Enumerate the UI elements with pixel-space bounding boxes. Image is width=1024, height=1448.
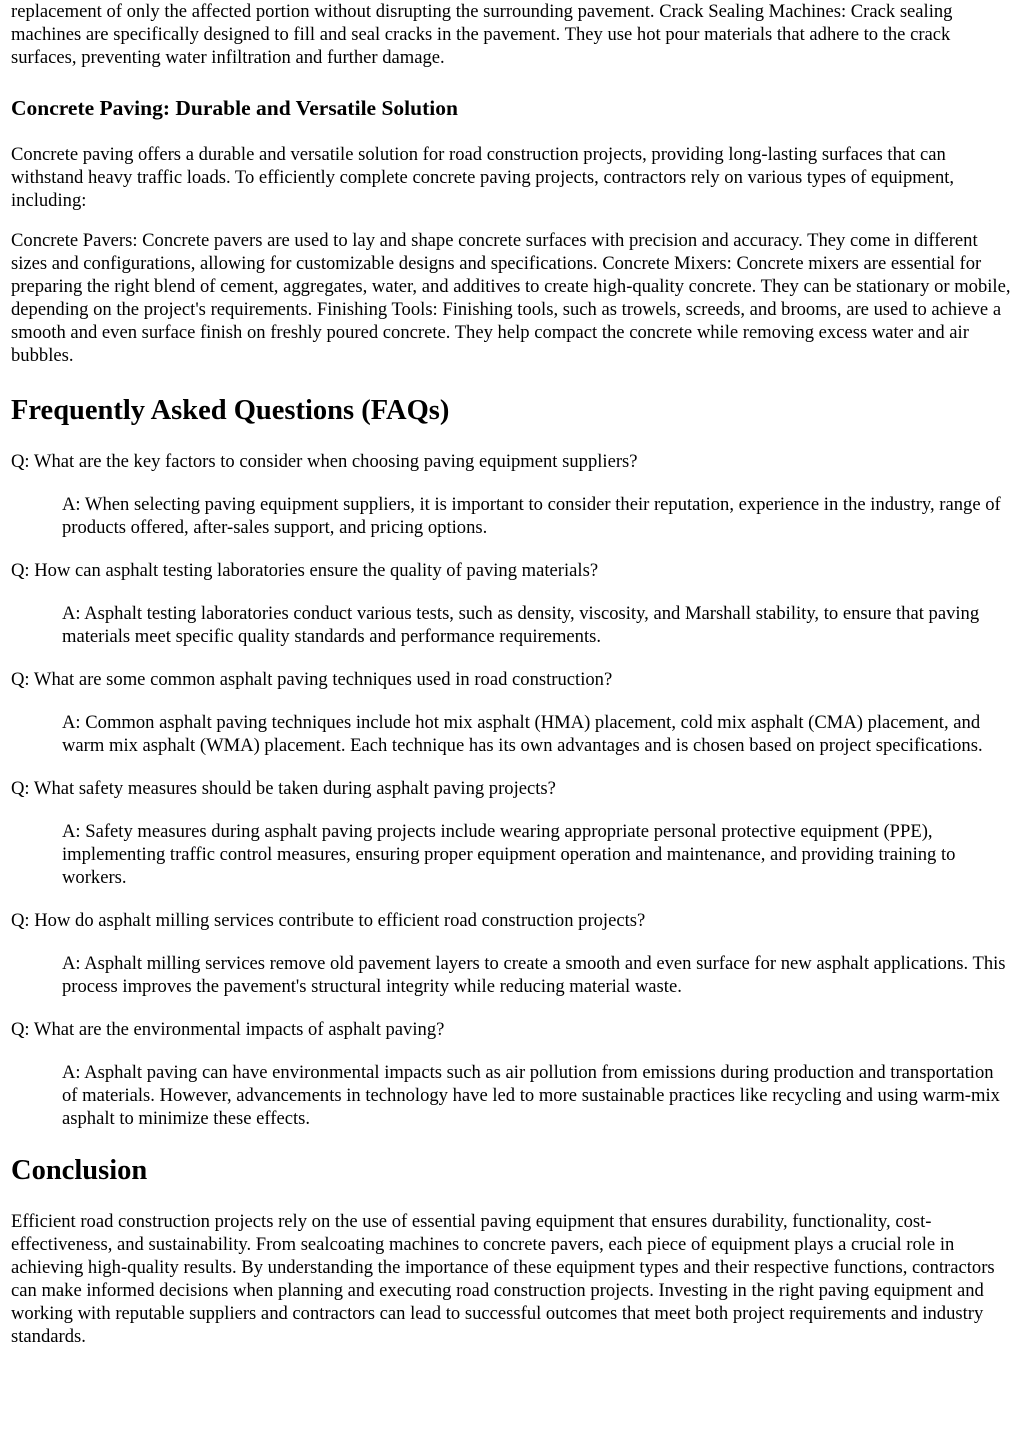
faq-item bbox=[11, 668, 1013, 757]
faq-question: Q: How can asphalt testing laboratories ensure the quality of paving materials? bbox=[11, 560, 599, 581]
faq-answer: A: Asphalt paving can have environmental impacts such as air pollution from emissions during production and transportation of materials. However, advancements in technology have led to more sustainable practices like recycling and using warm-mix asphalt to minimize these effects. bbox=[62, 1062, 1000, 1129]
intro-paragraph: replacement of only the affected portion without disrupting the surrounding pavement. Crack Sealing Machines: Crack sealing machines are specifically designed to fill and seal cracks in the pavement. They use hot pour materials that adhere to the crack surfaces, preventing water infiltration and further damage. bbox=[11, 1, 953, 68]
faq-question: Q: What are some common asphalt paving techniques used in road construction? bbox=[11, 669, 613, 690]
faq-list bbox=[11, 450, 1013, 1130]
faq-answer: A: Common asphalt paving techniques include hot mix asphalt (HMA) placement, cold mix asphalt (CMA) placement, and warm mix asphalt (WMA) placement. Each technique has its own advantages and is chosen based on project specifications. bbox=[62, 712, 983, 756]
faq-heading: Frequently Asked Questions (FAQs) bbox=[11, 395, 450, 426]
faq-answer: A: When selecting paving equipment suppliers, it is important to consider their reputation, experience in the industry, range of products offered, after-sales support, and pricing options. bbox=[62, 494, 1001, 538]
faq-question: Q: What safety measures should be taken during asphalt paving projects? bbox=[11, 778, 556, 799]
faq-answer: A: Asphalt milling services remove old pavement layers to create a smooth and even surface for new asphalt applications. This process improves the pavement's structural integrity while reducing material waste. bbox=[62, 953, 1006, 997]
faq-item bbox=[11, 559, 1013, 648]
faq-item bbox=[11, 909, 1013, 998]
faq-item bbox=[11, 1018, 1013, 1130]
conclusion-paragraph: Efficient road construction projects rely on the use of essential paving equipment that ensures durability, functionality, cost-effectiveness, and sustainability. From sealcoating machines to concrete pavers, each piece of equipment plays a crucial role in achieving high-quality results. By understanding the importance of these equipment types and their respective functions, contractors can make informed decisions when planning and executing road construction projects. Investing in the right paving equipment and working with reputable suppliers and contractors can lead to successful outcomes that meet both project requirements and industry standards. bbox=[11, 1211, 995, 1347]
concrete-paragraph-2: Concrete Pavers: Concrete pavers are used to lay and shape concrete surfaces with precision and accuracy. They come in different sizes and configurations, allowing for customizable designs and specifications. Concrete Mixers: Concrete mixers are essential for preparing the right blend of cement, aggregates, water, and additives to create high-quality concrete. They can be stationary or mobile, depending on the project's requirements. Finishing Tools: Finishing tools, such as trowels, screeds, and brooms, are used to achieve a smooth and even surface finish on freshly poured concrete. They help compact the concrete while removing excess water and air bubbles. bbox=[11, 230, 1011, 366]
faq-answer: A: Asphalt testing laboratories conduct various tests, such as density, viscosity, and Marshall stability, to ensure that paving materials meet specific quality standards and performance requirements. bbox=[62, 603, 980, 647]
concrete-paragraph-1: Concrete paving offers a durable and versatile solution for road construction projects, providing long-lasting surfaces that can withstand heavy traffic loads. To efficiently complete concrete paving projects, contractors rely on various types of equipment, including: bbox=[11, 144, 955, 211]
faq-question: Q: What are the environmental impacts of asphalt paving? bbox=[11, 1019, 445, 1040]
faq-question: Q: What are the key factors to consider when choosing paving equipment suppliers? bbox=[11, 451, 638, 472]
faq-item bbox=[11, 450, 1013, 539]
concrete-section-heading: Concrete Paving: Durable and Versatile Solution bbox=[11, 96, 458, 120]
faq-item bbox=[11, 777, 1013, 889]
conclusion-heading: Conclusion bbox=[11, 1155, 148, 1186]
faq-question: Q: How do asphalt milling services contribute to efficient road construction projects? bbox=[11, 910, 646, 931]
faq-answer: A: Safety measures during asphalt paving projects include wearing appropriate personal protective equipment (PPE), implementing traffic control measures, ensuring proper equipment operation and maintenance, and providing training to workers. bbox=[62, 821, 956, 888]
